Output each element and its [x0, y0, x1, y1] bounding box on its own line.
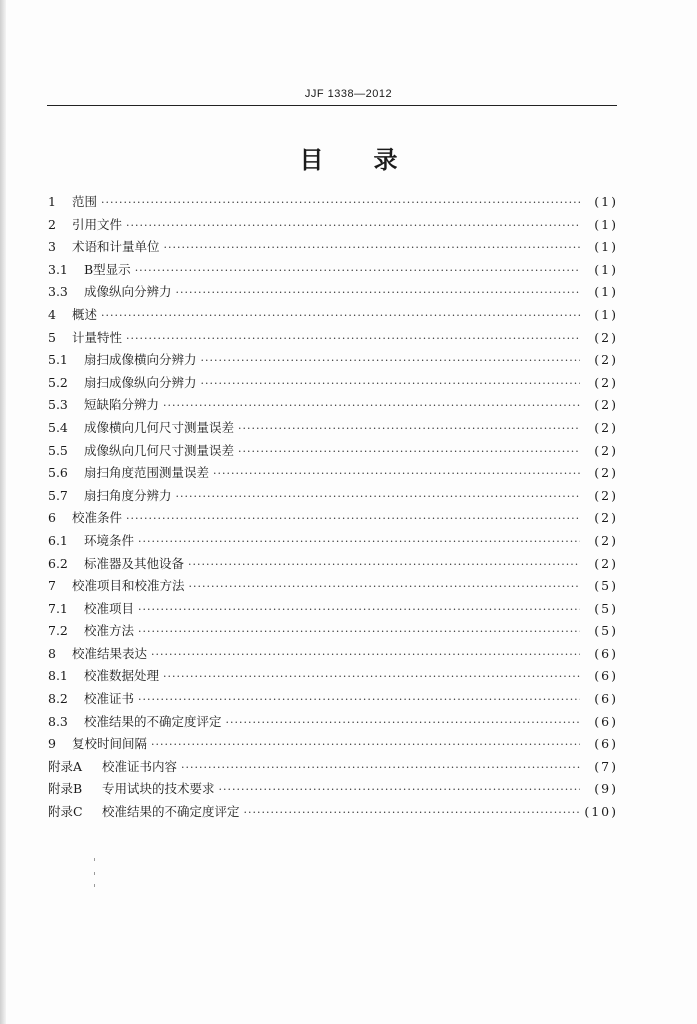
toc-leader-dots	[189, 580, 580, 593]
toc-leader-dots	[135, 264, 580, 277]
toc-entry-number: 7.2	[48, 623, 68, 639]
toc-entry-page: (1)	[594, 306, 618, 322]
toc-entry	[48, 192, 618, 215]
toc-leader-dots	[163, 670, 580, 683]
toc-entry-label: 专用试块的技术要求	[102, 781, 215, 797]
table-of-contents	[48, 192, 618, 825]
toc-entry-label: 术语和计量单位	[72, 239, 160, 255]
toc-entry	[48, 441, 618, 464]
toc-leader-dots	[213, 467, 580, 480]
toc-entry-page: (2)	[594, 442, 618, 458]
toc-entry	[48, 350, 618, 373]
toc-entry-page: (1)	[594, 216, 618, 232]
toc-entry	[48, 689, 618, 712]
toc-entry-number: 8.3	[48, 713, 68, 729]
toc-entry-page: (7)	[594, 758, 618, 774]
toc-entry-number: 6.2	[48, 555, 68, 571]
toc-entry-number: 附录C	[48, 804, 83, 820]
toc-leader-dots	[138, 693, 580, 706]
toc-entry-page: (2)	[594, 329, 618, 345]
toc-entry-page: (2)	[594, 419, 618, 435]
toc-entry-label: 标准器及其他设备	[84, 555, 185, 571]
toc-leader-dots	[164, 241, 580, 254]
toc-entry	[48, 621, 618, 644]
toc-entry	[48, 508, 618, 531]
toc-leader-dots	[219, 783, 580, 796]
toc-entry-page: (5)	[594, 623, 618, 639]
toc-entry-page: (6)	[594, 691, 618, 707]
toc-entry-label: 校准数据处理	[84, 668, 160, 684]
toc-entry-label: 校准方法	[84, 623, 135, 639]
scan-speck	[94, 872, 95, 875]
toc-entry	[48, 666, 618, 689]
toc-entry-number: 1	[48, 194, 56, 209]
toc-entry-label: 成像横向几何尺寸测量误差	[84, 419, 235, 435]
toc-leader-dots	[238, 422, 580, 435]
toc-leader-dots	[126, 332, 580, 345]
toc-entry-number: 附录B	[48, 781, 83, 797]
toc-entry	[48, 463, 618, 486]
toc-entry-page: (1)	[594, 239, 618, 255]
toc-entry-label: 校准项目和校准方法	[72, 578, 185, 594]
document-code-header: JJF 1338—2012	[304, 88, 393, 100]
toc-entry-number: 2	[48, 216, 56, 232]
toc-leader-dots	[138, 535, 580, 548]
toc-entry-number: 5.6	[48, 465, 68, 481]
toc-entry-page: (1)	[594, 261, 618, 277]
header-rule	[47, 105, 617, 106]
toc-entry-number: 5.2	[48, 374, 68, 390]
toc-leader-dots	[226, 716, 580, 729]
toc-entry-number: 5.5	[48, 442, 68, 458]
page-title: 目录	[299, 146, 448, 174]
toc-entry-page: (6)	[594, 645, 618, 661]
toc-entry-label: 引用文件	[72, 216, 123, 232]
toc-entry-page: (9)	[594, 781, 618, 797]
toc-entry-label: 校准结果表达	[72, 645, 148, 661]
toc-entry-label: 环境条件	[84, 532, 135, 548]
toc-entry	[48, 373, 618, 396]
toc-entry-label: 校准条件	[72, 510, 123, 526]
toc-entry-number: 6.1	[48, 532, 68, 548]
toc-entry-label: 范围	[72, 194, 98, 209]
toc-entry-page: (2)	[594, 532, 618, 548]
toc-entry-label: 成像纵向分辨力	[84, 284, 172, 300]
toc-entry-label: 校准证书内容	[102, 758, 178, 774]
toc-entry	[48, 418, 618, 441]
toc-leader-dots	[238, 445, 580, 458]
toc-entry-label: 校准证书	[84, 691, 135, 707]
toc-entry	[48, 599, 618, 622]
toc-leader-dots	[151, 738, 580, 751]
toc-entry-number: 9	[48, 736, 56, 752]
toc-entry-label: B型显示	[84, 261, 131, 277]
toc-leader-dots	[176, 490, 580, 503]
toc-entry-number: 3	[48, 239, 56, 255]
toc-entry-number: 5.1	[48, 352, 68, 368]
toc-entry-label: 扇扫成像横向分辨力	[84, 352, 197, 368]
toc-entry-number: 8.2	[48, 691, 68, 707]
toc-leader-dots	[126, 512, 580, 525]
toc-entry-page: (5)	[594, 578, 618, 594]
toc-entry	[48, 282, 618, 305]
toc-entry-label: 校准项目	[84, 600, 135, 616]
toc-entry-number: 8.1	[48, 668, 68, 684]
toc-entry	[48, 734, 618, 757]
toc-entry	[48, 779, 618, 802]
toc-leader-dots	[201, 377, 580, 390]
toc-entry	[48, 757, 618, 780]
toc-entry-number: 5.3	[48, 397, 68, 413]
toc-entry-page: (2)	[594, 465, 618, 481]
toc-leader-dots	[151, 648, 580, 661]
toc-entry-number: 5.7	[48, 487, 68, 503]
toc-entry-page: (2)	[594, 374, 618, 390]
toc-entry	[48, 531, 618, 554]
toc-entry-number: 7	[48, 578, 56, 594]
toc-leader-dots	[101, 309, 580, 322]
toc-entry-page: (6)	[594, 713, 618, 729]
toc-leader-dots	[201, 354, 580, 367]
toc-entry-number: 4	[48, 306, 56, 322]
toc-entry-label: 扇扫成像纵向分辨力	[84, 374, 197, 390]
toc-leader-dots	[176, 286, 580, 299]
toc-entry	[48, 395, 618, 418]
toc-leader-dots	[181, 761, 580, 774]
toc-entry	[48, 554, 618, 577]
toc-entry-number: 3.1	[48, 261, 68, 277]
toc-entry	[48, 260, 618, 283]
toc-leader-dots	[163, 399, 580, 412]
toc-entry	[48, 644, 618, 667]
toc-entry-page: (2)	[594, 352, 618, 368]
toc-leader-dots	[188, 558, 580, 571]
toc-leader-dots	[101, 196, 580, 209]
toc-entry	[48, 305, 618, 328]
toc-entry	[48, 328, 618, 351]
toc-leader-dots	[138, 603, 580, 616]
toc-entry	[48, 576, 618, 599]
toc-entry-page: (2)	[594, 487, 618, 503]
toc-leader-dots	[126, 219, 580, 232]
toc-leader-dots	[244, 806, 580, 819]
toc-entry-label: 校准结果的不确定度评定	[84, 713, 222, 729]
toc-entry-label: 短缺陷分辨力	[84, 397, 160, 413]
toc-entry-page: (5)	[594, 600, 618, 616]
toc-leader-dots	[138, 625, 580, 638]
toc-entry-page: (2)	[594, 510, 618, 526]
toc-entry-number: 附录A	[48, 758, 83, 774]
scan-speck	[94, 858, 95, 861]
toc-entry-label: 概述	[72, 306, 98, 322]
toc-entry-label: 校准结果的不确定度评定	[102, 804, 240, 820]
toc-entry	[48, 215, 618, 238]
toc-entry	[48, 802, 618, 825]
toc-entry	[48, 237, 618, 260]
toc-entry-label: 扇扫角度范围测量误差	[84, 465, 210, 481]
toc-entry-page: (1)	[594, 284, 618, 300]
toc-entry-number: 5	[48, 329, 56, 345]
toc-entry-number: 5.4	[48, 419, 68, 435]
toc-entry-label: 复校时间间隔	[72, 736, 148, 752]
toc-entry-number: 3.3	[48, 284, 68, 300]
toc-entry-label: 成像纵向几何尺寸测量误差	[84, 442, 235, 458]
toc-entry-number: 8	[48, 645, 56, 661]
scan-speck	[94, 884, 95, 887]
toc-entry-page: (2)	[594, 555, 618, 571]
toc-entry-page: (6)	[594, 736, 618, 752]
toc-entry-page: (6)	[594, 668, 618, 684]
toc-entry-page: (1)	[594, 194, 618, 209]
toc-entry	[48, 486, 618, 509]
toc-entry-number: 7.1	[48, 600, 68, 616]
toc-entry-number: 6	[48, 510, 56, 526]
toc-entry-label: 计量特性	[72, 329, 123, 345]
toc-entry-page: (10)	[584, 804, 618, 820]
toc-entry-label: 扇扫角度分辨力	[84, 487, 172, 503]
toc-entry	[48, 712, 618, 735]
toc-entry-page: (2)	[594, 397, 618, 413]
